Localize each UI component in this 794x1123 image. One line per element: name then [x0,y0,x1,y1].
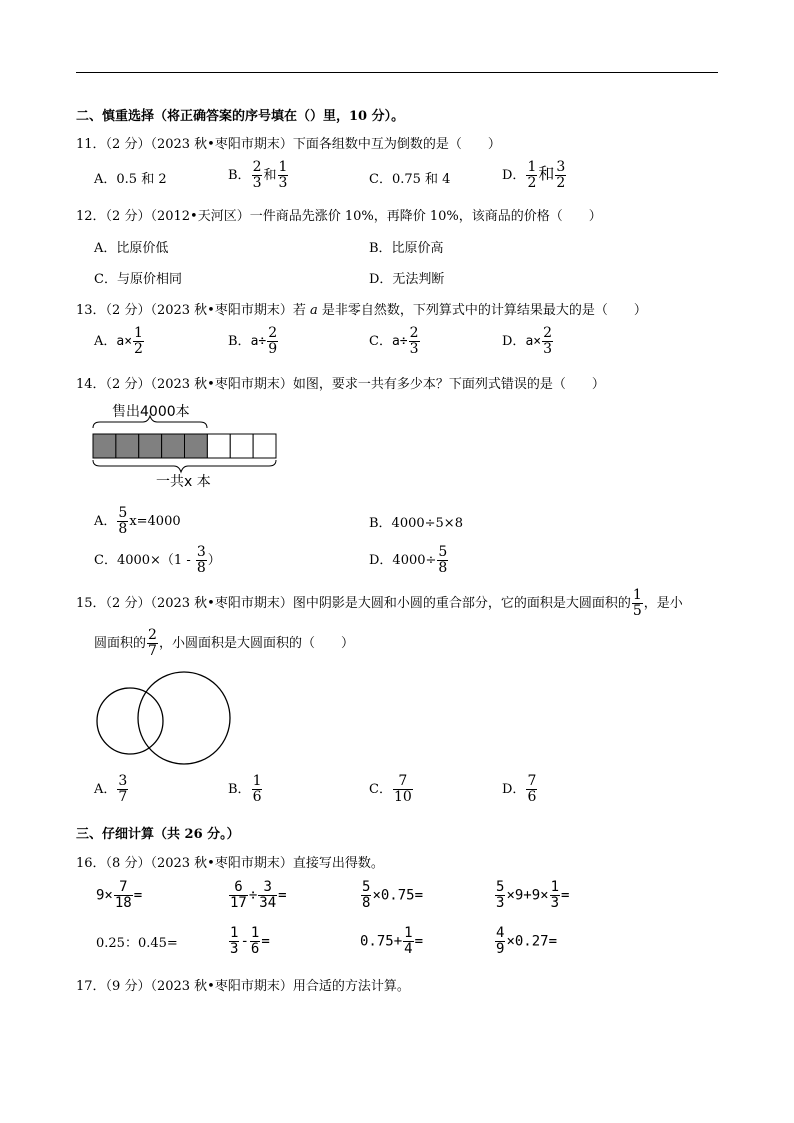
q14-option-c[interactable] [94,545,221,576]
q11-option-c[interactable]: C．0.75 和 4 [369,172,451,187]
q12-option-c[interactable]: C．与原价相同 [94,272,182,287]
q11-b-frac2-num: 1 [278,159,288,175]
q13-a-num: 1 [134,325,143,341]
q15-stem-line1 [76,588,683,619]
q14-c-rest: ） [207,553,221,568]
q11-b-frac1-den: 3 [252,175,262,191]
q14-line-segment-diagram [88,398,288,496]
q11-b-frac1-num: 2 [252,159,262,175]
q15-d-den: 6 [527,789,537,805]
q16-e3-den: 8 [362,895,371,911]
q14-bar-segment-shaded [93,434,116,458]
q16-e2-post: = [278,887,287,904]
q14-d-frac [437,545,448,576]
q15-d-num: 7 [527,773,537,789]
q15-a-label: A． [94,782,117,797]
q15-c-den: 10 [393,789,412,805]
q16-e1-post: = [133,887,143,904]
q14-bar-segment [230,434,253,458]
q16-e8-frac [495,926,505,957]
q16-e2-den1: 17 [230,895,247,911]
q14-diagram-top-label: 售出4000本 [112,404,190,420]
q13-option-d[interactable] [502,326,554,357]
q11-d-frac1-den: 2 [527,175,537,191]
q16-e8-post: ×0.27= [506,933,558,950]
q15-option-a[interactable] [94,774,129,805]
q14-option-a[interactable] [94,506,181,537]
q16-e6-num1: 1 [230,925,239,941]
q16-e6-op: - [240,933,249,950]
q15-b-label: B． [228,782,251,797]
q16-e1-pre: 9× [96,887,113,904]
q14-d-label: D．4000÷ [369,553,437,568]
q11-b-frac2 [278,160,289,191]
q14-a-den: 8 [118,521,128,537]
q12-option-b[interactable]: B．比原价高 [369,241,444,256]
q11-b-frac2-den: 3 [278,175,288,191]
q14-bar-segment-shaded [139,434,162,458]
q16-e4-frac2 [550,880,560,911]
q14-stem: 14．（2 分）（2023 秋•枣阳市期末）如图，要求一共有多少本？下面列式错误的是（ ） [76,377,605,392]
q16-e6-frac1 [229,926,239,957]
q14-bar-segment [207,434,230,458]
q14-d-num: 5 [438,544,448,560]
q15-stem-frac1 [632,588,643,619]
q13-a-den: 2 [134,341,143,357]
q14-bottom-brace [93,460,276,472]
q16-e4-num1: 5 [496,879,505,895]
q13-c-expr: a÷ [391,334,408,349]
q11-d-frac2-num: 3 [556,159,566,175]
q13-stem-post: 是非零自然数，下列算式中的计算结果最大的是（ ） [317,303,647,318]
q15-stem-line2-post: ，小圆面积是大圆面积的（ ） [158,636,354,651]
q16-e4-den1: 3 [496,895,505,911]
q16-e6-frac2 [250,926,260,957]
q15-d-label: D． [502,782,526,797]
q11-d-mid: 和 [538,164,555,183]
q16-e4-mid: ×9+9× [506,887,549,904]
q15-c-frac [393,774,413,805]
q14-bar-segment-shaded [185,434,208,458]
q16-e3-num: 5 [362,879,371,895]
q17-stem: 17．（9 分）（2023 秋•枣阳市期末）用合适的方法计算。 [76,979,410,994]
q13-c-den: 3 [409,341,419,357]
q14-c-den: 8 [196,560,206,576]
q12-stem: 12．（2 分）（2012•天河区）一件商品先涨价 10%，再降价 10%，该商品的价格（ ） [76,209,602,224]
q16-e7-post: = [414,933,424,950]
q13-d-den: 3 [543,341,553,357]
q16-e2-den2: 34 [259,895,277,911]
q15-stem-line2-pre: 圆面积的 [94,636,147,651]
q15-option-d[interactable] [502,774,538,805]
q15-stem-mid: ，是小 [643,596,683,611]
q16-expr-3 [360,880,423,911]
q16-e7-den: 4 [404,941,413,957]
section-3-title: 三、仔细计算（共 26 分。） [76,827,240,842]
q15-a-num: 3 [118,773,128,789]
q11-stem: 11．（2 分）（2023 秋•枣阳市期末）下面各组数中互为倒数的是（ ） [76,137,501,152]
q15-a-frac [117,774,128,805]
q11-option-b[interactable] [228,160,289,191]
q14-c-frac [196,545,207,576]
q16-e2-op: ÷ [248,887,258,904]
q16-expr-5: 0.25：0.45= [96,936,178,951]
q15-stem-frac1-den: 5 [632,603,642,619]
q16-e6-den2: 6 [250,941,260,957]
q11-d-frac2 [555,160,566,191]
q15-b-den: 6 [252,789,262,805]
q14-bar-segment-shaded [116,434,139,458]
q13-c-num: 2 [409,325,419,341]
q16-expr-1 [96,880,142,911]
q16-e2-num1: 6 [234,879,243,895]
q14-option-d[interactable] [369,545,449,576]
q14-c-label: C．4000×（1 - [94,553,195,568]
section-2-title: 二、慎重选择（将正确答案的序号填在（）里，10 分）。 [76,109,405,124]
q14-option-b[interactable]: B．4000÷5×8 [369,516,463,531]
q15-small-circle [97,688,163,754]
q15-option-c[interactable] [369,774,414,805]
q15-stem-frac1-num: 1 [632,587,642,603]
q15-stem-frac2 [147,628,158,659]
q16-e1-frac [114,880,133,911]
q16-e8-num: 4 [496,925,505,941]
q16-e3-frac [361,880,371,911]
q15-b-frac [252,774,263,805]
q13-d-label: D． [502,334,526,349]
q14-a-rest: x=4000 [129,514,181,529]
q16-e6-den1: 3 [230,941,239,957]
q16-e2-frac1 [229,880,248,911]
q11-d-frac2-den: 2 [556,175,566,191]
q15-circles-diagram [90,665,240,773]
q16-e6-num2: 1 [250,925,260,941]
q15-c-num: 7 [398,773,408,789]
q13-d-frac [542,326,553,357]
q13-a-expr: a× [116,334,133,349]
q16-e2-frac2 [258,880,277,911]
q14-bar [93,434,276,458]
q16-expr-7 [360,926,423,957]
q16-e2-num2: 3 [263,879,272,895]
q16-e7-num: 1 [404,925,413,941]
q11-d-frac1 [526,160,537,191]
q14-d-den: 8 [438,560,448,576]
q15-stem-pre: 15．（2 分）（2023 秋•枣阳市期末）图中阴影是大圆和小圆的重合部分，它的面积是大圆面积的 [76,596,631,611]
q15-option-b[interactable] [228,774,263,805]
q16-e7-frac [403,926,413,957]
q14-bar-segment-shaded [162,434,185,458]
header-rule [76,72,718,73]
q15-stem-line2 [94,628,354,659]
q13-a-frac [133,326,144,357]
q14-c-num: 3 [196,544,206,560]
q13-c-label: C． [369,334,392,349]
q16-e4-frac1 [495,880,505,911]
q13-d-num: 2 [543,325,553,341]
q14-a-num: 5 [118,505,128,521]
q16-e1-den: 18 [114,895,132,911]
q16-e6-post: = [261,933,270,950]
q15-stem-frac2-num: 2 [148,627,157,643]
q13-b-frac [267,326,278,357]
q14-a-frac [117,506,128,537]
q16-expr-6 [228,926,270,957]
q13-option-c[interactable] [369,326,421,357]
q13-b-num: 2 [268,325,278,341]
q16-e3-post: ×0.75= [372,887,424,904]
q15-d-frac [526,774,537,805]
q13-stem [76,299,647,318]
q13-b-label: B． [228,334,251,349]
q11-b-mid: 和 [263,168,277,183]
q15-stem-frac2-den: 7 [148,643,157,659]
q11-b-frac1 [252,160,263,191]
q16-e7-pre: 0.75+ [360,933,403,950]
q11-option-a[interactable]: A．0.5 和 2 [94,172,167,187]
q16-expr-2 [228,880,287,911]
q16-e1-num: 7 [119,879,128,895]
q16-e4-den2: 3 [550,895,560,911]
q16-expr-8 [494,926,557,957]
q14-a-label: A． [94,514,117,529]
q12-option-d[interactable]: D．无法判断 [369,272,445,287]
q11-d-frac1-num: 1 [527,159,537,175]
q15-b-num: 1 [252,773,262,789]
q16-e4-post: = [561,887,570,904]
q13-a-label: A． [94,334,117,349]
q16-e4-num2: 1 [550,879,560,895]
q16-expr-4 [494,880,569,911]
q13-b-expr: a÷ [250,334,267,349]
q16-stem: 16．（8 分）（2023 秋•枣阳市期末）直接写出得数。 [76,856,384,871]
q16-e8-den: 9 [496,941,505,957]
q13-stem-var: a [309,303,318,318]
q15-c-label: C． [369,782,392,797]
q11-d-label: D． [502,168,526,183]
q13-b-den: 9 [268,341,278,357]
q13-option-a[interactable] [94,326,145,357]
q15-large-circle [138,672,230,764]
q13-option-b[interactable] [228,326,279,357]
q12-option-a[interactable]: A．比原价低 [94,241,169,256]
q13-d-expr: a× [525,334,542,349]
q13-c-frac [409,326,420,357]
q11-b-label: B． [228,168,251,183]
q14-diagram-bottom-label: 一共x 本 [156,474,211,490]
q14-bar-segment [253,434,276,458]
q15-a-den: 7 [118,789,128,805]
q13-stem-pre: 13．（2 分）（2023 秋•枣阳市期末）若 [76,303,310,318]
q11-option-d[interactable] [502,160,567,191]
